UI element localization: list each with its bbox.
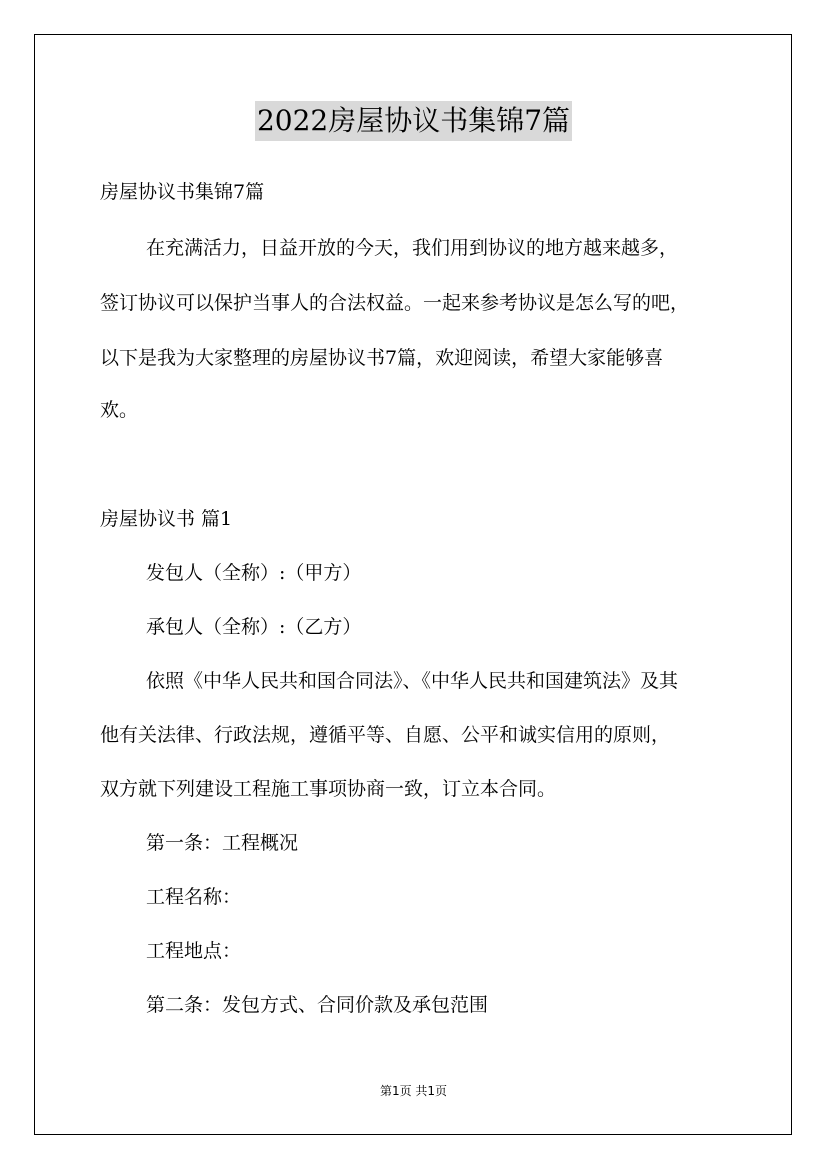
basis-line-3: 双方就下列建设工程施工事项协商一致，订立本合同。: [100, 778, 557, 800]
intro-line-1: 在充满活力，日益开放的今天，我们用到协议的地方越来越多，: [146, 237, 679, 259]
article-2-heading: 第二条：发包方式、合同价款及承包范围: [146, 994, 489, 1016]
project-name-line: 工程名称：: [146, 886, 242, 908]
intro-line-3: 以下是我为大家整理的房屋协议书7篇，欢迎阅读，希望大家能够喜: [100, 347, 664, 369]
page-footer: 第1页 共1页: [379, 1084, 448, 1098]
project-location-line: 工程地点：: [146, 940, 242, 962]
section-heading: 房屋协议书 篇1: [100, 508, 233, 530]
article-1-heading: 第一条：工程概况: [146, 832, 299, 854]
document-subtitle: 房屋协议书集锦7篇: [100, 181, 265, 203]
party-a-line: 发包人（全称）:（甲方）: [146, 562, 362, 584]
basis-line-1: 依照《中华人民共和国合同法》、《中华人民共和国建筑法》及其: [146, 670, 679, 692]
document-title: 2022房屋协议书集锦7篇: [0, 100, 827, 144]
party-b-line: 承包人（全称）:（乙方）: [146, 616, 362, 638]
intro-line-2: 签订协议可以保护当事人的合法权益。一起来参考协议是怎么写的吧，: [100, 292, 690, 314]
intro-line-4: 欢。: [100, 399, 139, 421]
basis-line-2: 他有关法律、行政法规，遵循平等、自愿、公平和诚实信用的原则，: [100, 724, 671, 746]
